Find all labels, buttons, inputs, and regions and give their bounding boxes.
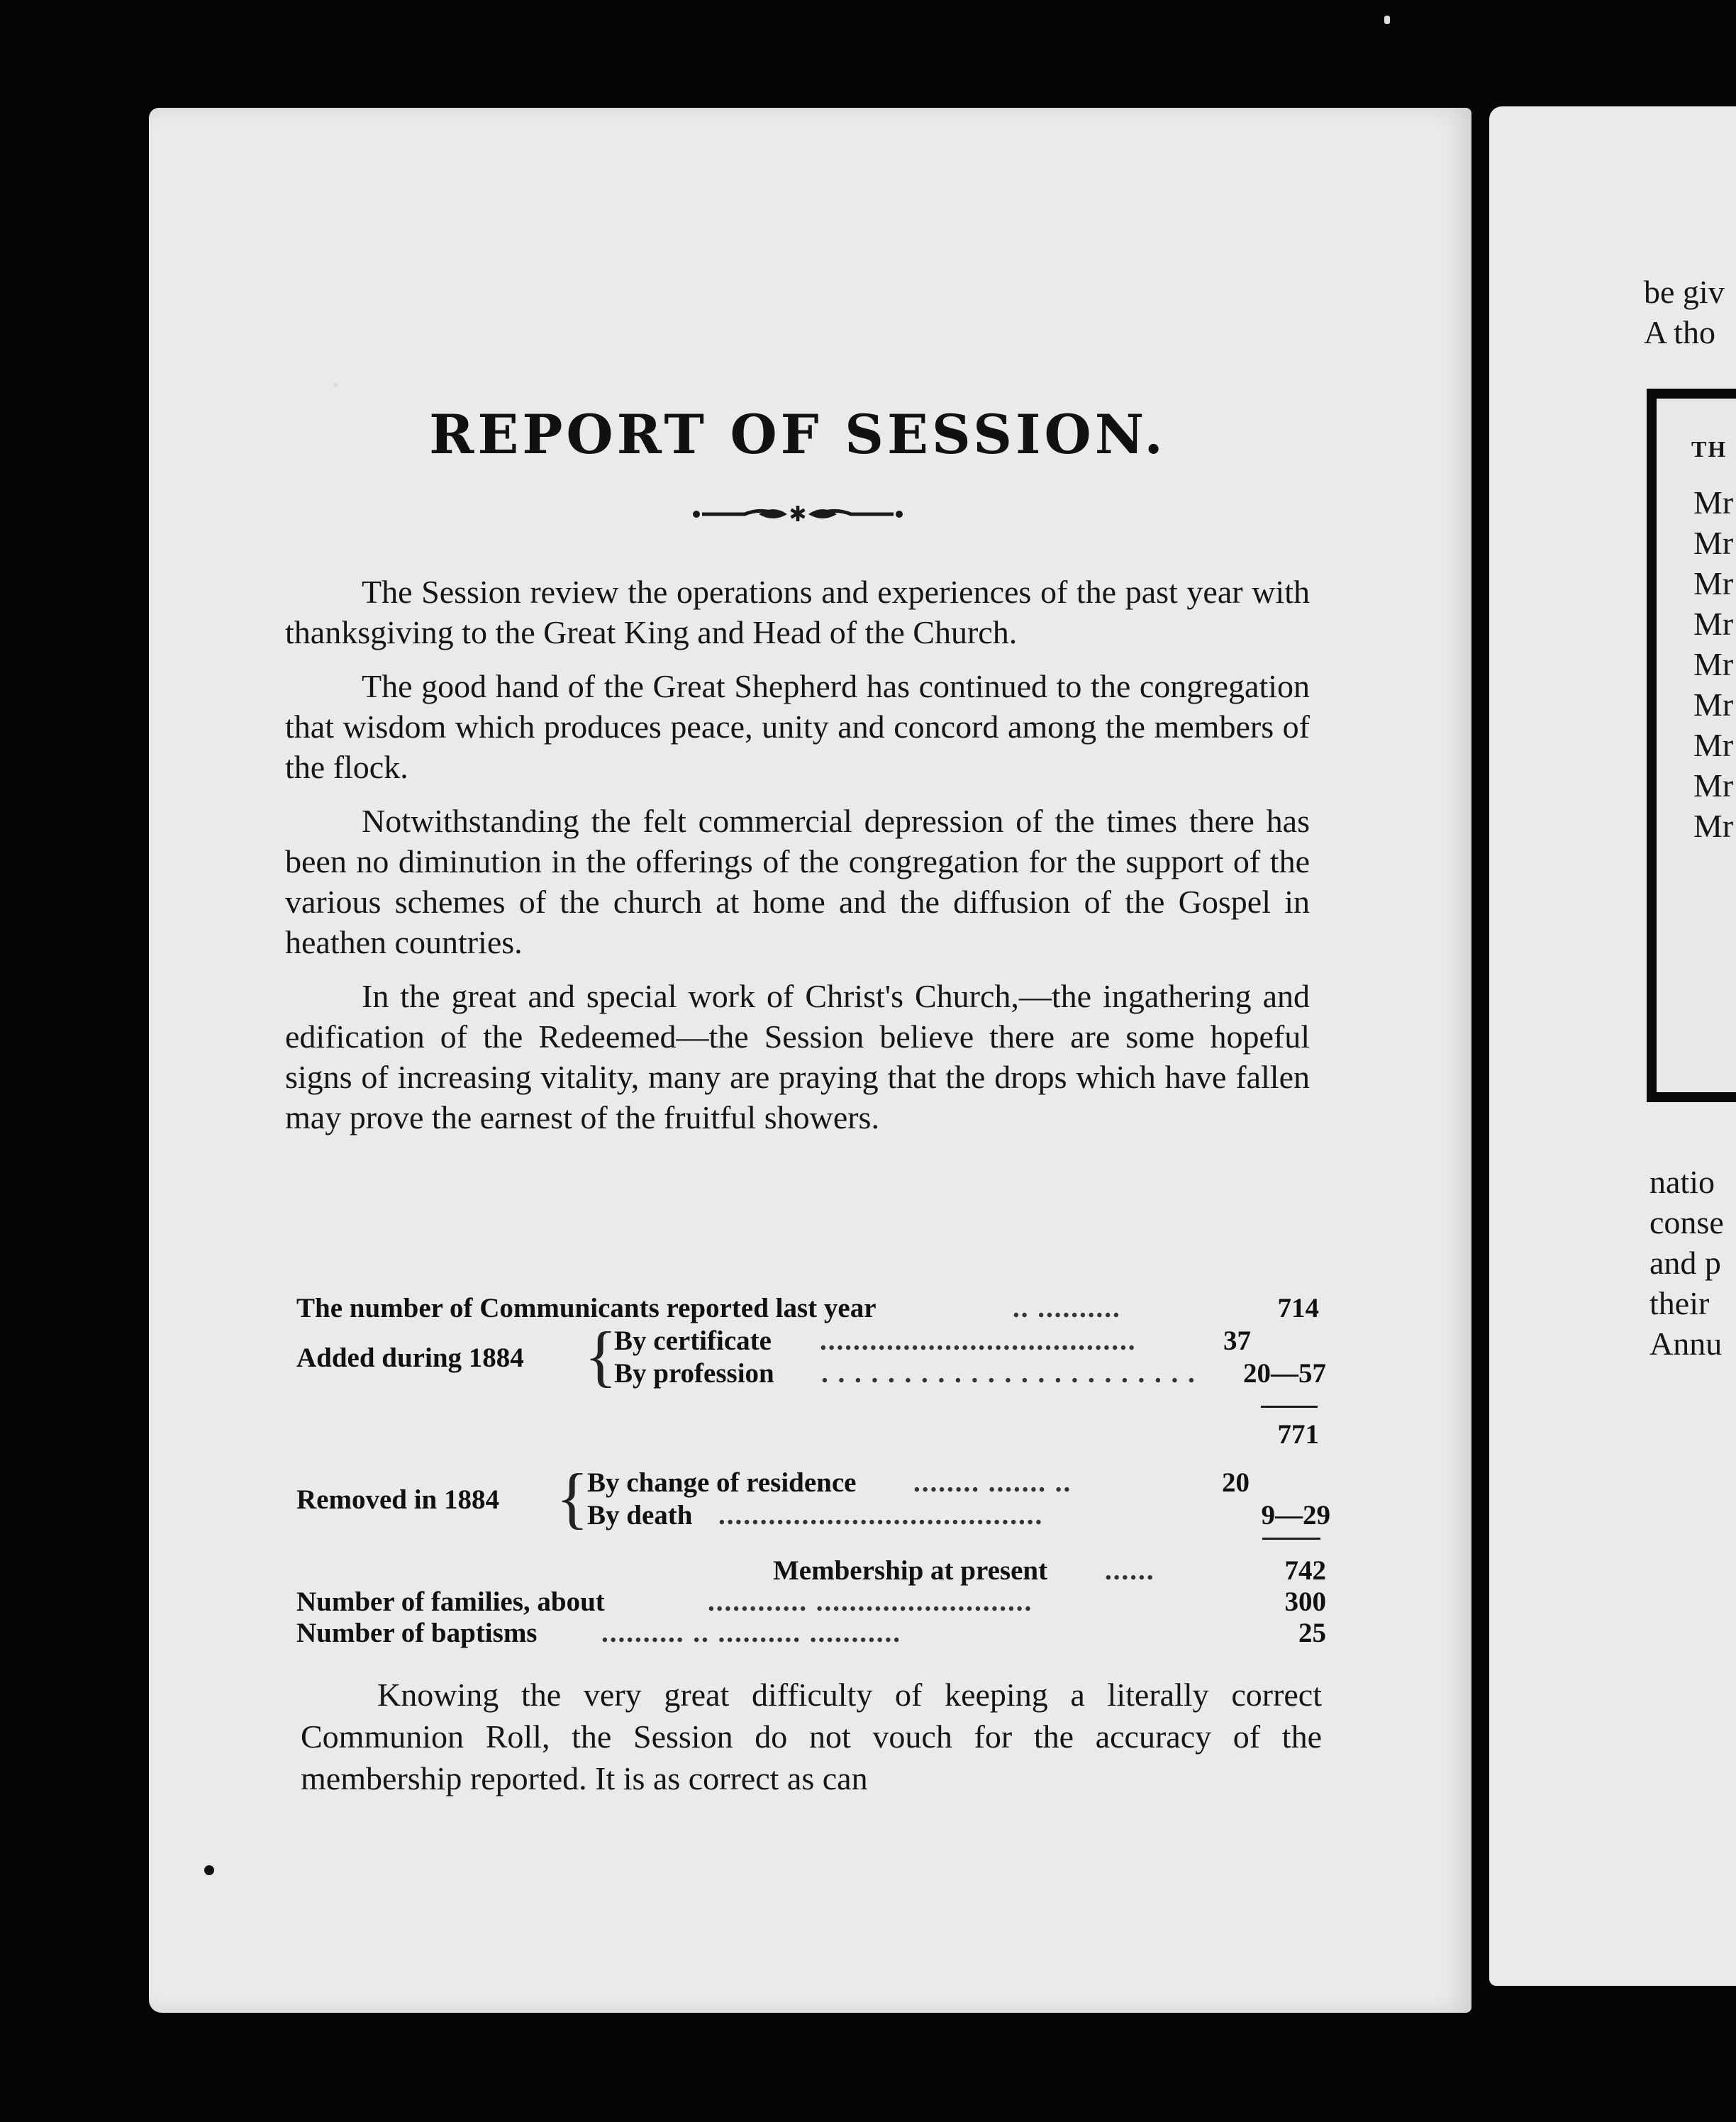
stat-row: [296, 1292, 1325, 1325]
right-page-line: A tho: [1644, 314, 1715, 350]
page-dot: [204, 1865, 214, 1875]
stat-value: 37: [1223, 1326, 1251, 1356]
paragraph: The Session review the operations and experiences of the past year with thanksgiving to the Great King and Head of the Church.: [285, 574, 1310, 650]
box-line: Mr: [1693, 687, 1734, 723]
paragraph: The good hand of the Great Shepherd has continued to the congregation that wisdom which produces peace, unity and concord among the members of the flock.: [285, 668, 1310, 785]
stat-value: 25: [1298, 1618, 1326, 1648]
box-line: Mr: [1693, 525, 1734, 561]
stat-value: 300: [1284, 1587, 1326, 1617]
stat-row: [296, 1617, 1325, 1650]
box-line: Mr: [1693, 646, 1734, 682]
sum-rule: [1261, 1406, 1318, 1408]
stat-label: By change of residence: [587, 1467, 857, 1498]
stat-value: 742: [1284, 1555, 1326, 1586]
right-page-line: Annu: [1649, 1326, 1723, 1362]
stat-row: [296, 1499, 1330, 1532]
box-line: Mr: [1693, 727, 1734, 763]
stat-label: The number of Communicants reported last year: [296, 1293, 877, 1323]
paragraph: Knowing the very great difficulty of keeping a literally correct Communion Roll, the Session do not vouch for the accuracy of the membership reported. It is as correct as can: [301, 1677, 1322, 1796]
leader-dots: .......................................: [718, 1500, 1044, 1531]
stat-row: [296, 1467, 1325, 1499]
membership-statistics: [296, 1292, 1330, 1661]
stat-value: 20—57: [1243, 1358, 1326, 1389]
stat-label: Membership at present: [773, 1555, 1048, 1586]
right-page-line: conse: [1649, 1204, 1724, 1240]
leader-dots: .. ..........: [1013, 1293, 1121, 1323]
intro-paragraphs: [285, 572, 1310, 1138]
box-line: Mr: [1693, 808, 1734, 844]
box-heading: TH: [1691, 436, 1727, 462]
leader-dots: ......: [1105, 1555, 1155, 1586]
ornament-divider-icon: [688, 500, 908, 528]
stat-value: 20: [1222, 1467, 1250, 1498]
leader-dots: ......................................: [820, 1326, 1137, 1356]
paragraph: In the great and special work of Christ's Church,—the ingathering and edification of the Redeemed—the Session believe there are some hopeful signs of increasing vitality, many are praying that the drops which have fallen may prove the earnest of the fruitful showers.: [285, 978, 1310, 1135]
box-line: Mr: [1693, 767, 1734, 804]
stat-row: [296, 1586, 1325, 1618]
stat-label: By death: [587, 1500, 693, 1531]
leader-dots: ............ ..........................: [708, 1587, 1033, 1617]
stat-label: Added during 1884: [296, 1343, 524, 1373]
right-page-line: natio: [1649, 1164, 1715, 1200]
stat-row: [296, 1418, 1325, 1451]
stat-label: By profession: [614, 1358, 774, 1389]
box-line: Mr: [1693, 606, 1734, 642]
stat-label: By certificate: [614, 1326, 772, 1356]
brace: {: [584, 1318, 618, 1394]
paper-speck: [333, 383, 338, 387]
background-speck: [1384, 16, 1390, 24]
stat-row: [296, 1325, 1325, 1357]
right-page-line: be giv: [1644, 274, 1725, 310]
closing-paragraph: [301, 1674, 1322, 1799]
leader-dots: .......... .. .......... ...........: [601, 1618, 901, 1648]
sum-rule: [1262, 1538, 1320, 1540]
stat-row: [296, 1555, 1325, 1587]
right-page-line: and p: [1649, 1245, 1721, 1281]
leader-dots: . . . . . . . . . . . . . . . . . . . . . . .: [821, 1358, 1196, 1389]
page-title: REPORT OF SESSION.: [429, 403, 1167, 466]
stat-value: 9—29: [1261, 1500, 1330, 1531]
stat-value: 771: [1277, 1419, 1319, 1450]
stat-label: Number of baptisms: [296, 1618, 538, 1648]
leader-dots: ........ ....... ..: [913, 1467, 1072, 1498]
box-line: Mr: [1693, 484, 1734, 521]
svg-text:✱: ✱: [789, 502, 807, 527]
box-line: Mr: [1693, 565, 1734, 601]
stat-label: Removed in 1884: [296, 1484, 499, 1515]
stat-value: 714: [1277, 1293, 1319, 1323]
paragraph: Notwithstanding the felt commercial depression of the times there has been no diminution in the offerings of the congregation for the support of the various schemes of the church at home and the diffusion of the Gospel in heathen countries.: [285, 803, 1310, 960]
brace: {: [556, 1460, 589, 1535]
stat-row: [296, 1357, 1325, 1390]
stat-label: Number of families, about: [296, 1587, 605, 1617]
right-page-line: their: [1649, 1285, 1710, 1321]
